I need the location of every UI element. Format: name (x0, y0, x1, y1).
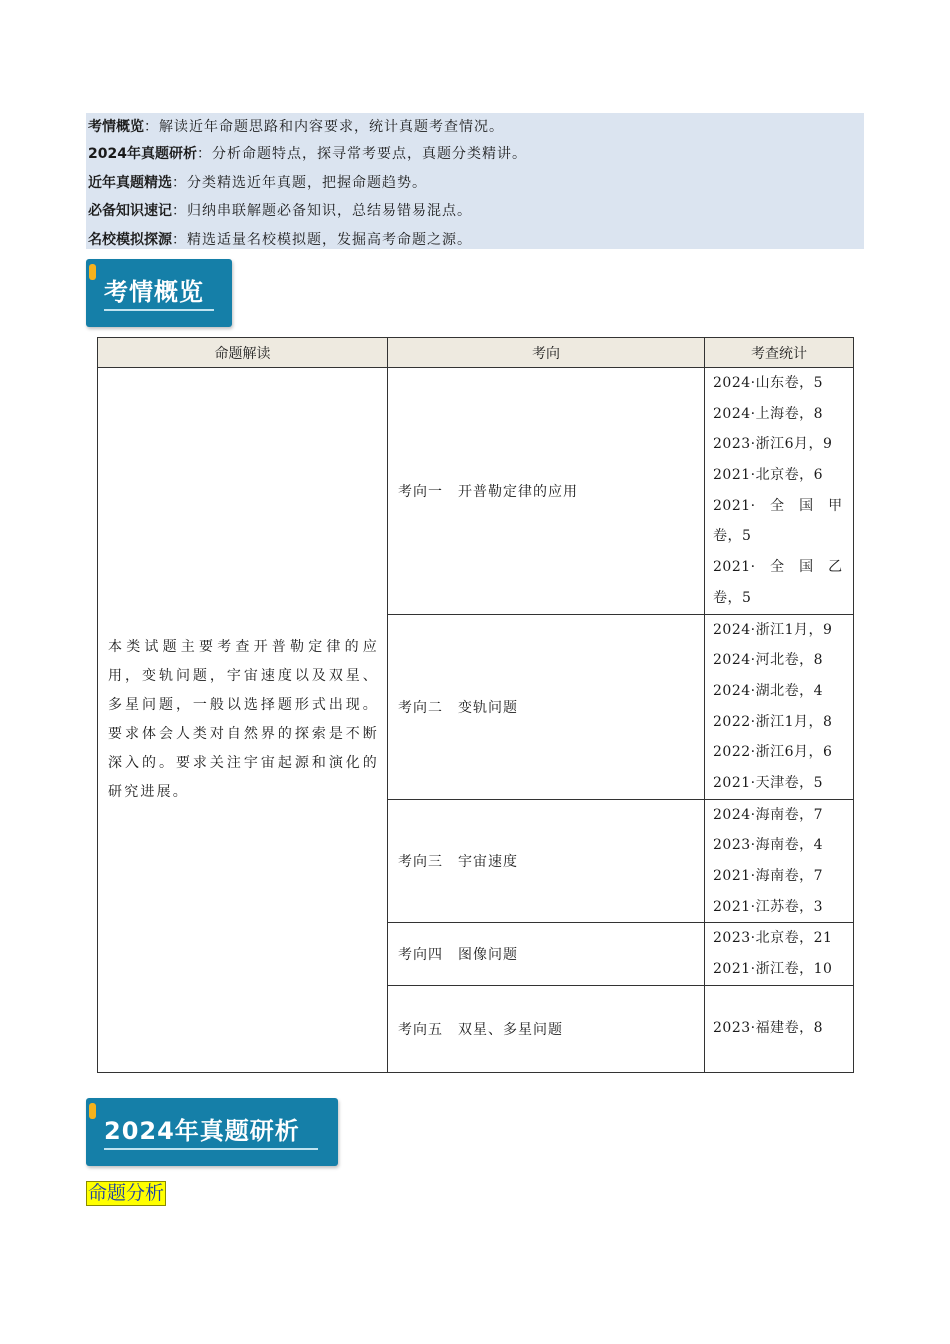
stat-item: 2021·天津卷，5 (713, 774, 823, 791)
intro-text: ：归纳串联解题必备知识，总结易错易混点。 (172, 203, 472, 219)
intro-text: ：解读近年命题思路和内容要求，统计真题考查情况。 (144, 119, 504, 135)
intro-key: 考情概览 (88, 119, 144, 135)
table-row (98, 368, 854, 615)
stat-item: 2021· 全 国 乙 (713, 559, 843, 576)
banner-title: 2024年真题研析 (104, 1117, 300, 1145)
stat-item: 2023·福建卷，8 (713, 1020, 823, 1037)
intro-text: ：精选适量名校模拟题，发掘高考命题之源。 (172, 232, 472, 248)
section-banner-2024-analysis (86, 1098, 338, 1166)
stat-item: 2021· 全 国 甲 (713, 497, 843, 514)
stat-item: 2024·山东卷，5 (713, 375, 823, 391)
statistics-cell (705, 923, 854, 985)
banner-underline (104, 1148, 318, 1150)
interpretation-cell: 本类试题主要考查开普勒定律的应用，变轨问题，宇宙速度以及双星、多星问题，一般以选择题形式出现。要求体会人类对自然界的探索是不断深入的。要求关注宇宙起源和演化的研究进展。 (98, 368, 388, 1073)
intro-key: 近年真题精选 (88, 175, 172, 191)
stat-item: 2024·海南卷，7 (713, 806, 823, 823)
banner-title: 考情概览 (104, 278, 204, 306)
banner-underline (104, 309, 214, 311)
statistics-cell (705, 985, 854, 1072)
direction-cell: 考向二 变轨问题 (388, 614, 705, 799)
stat-item: 2023·浙江6月，9 (713, 436, 833, 453)
stat-item: 2022·浙江1月，8 (713, 713, 833, 730)
stat-item: 2024·浙江1月，9 (713, 621, 833, 638)
stat-item: 卷，5 (713, 528, 752, 545)
statistics-cell (705, 614, 854, 799)
stat-item: 2021·江苏卷，3 (713, 898, 823, 915)
direction-cell: 考向一 开普勒定律的应用 (388, 368, 705, 615)
direction-cell: 考向五 双星、多星问题 (388, 985, 705, 1072)
table-header-row (98, 338, 854, 368)
intro-line (88, 226, 472, 254)
header-interpretation: 命题解读 (98, 338, 388, 368)
intro-text: ：分析命题特点，探寻常考要点，真题分类精讲。 (196, 146, 527, 162)
intro-key: 名校模拟探源 (88, 232, 172, 248)
intro-line (88, 140, 527, 168)
stat-item: 2023·海南卷，4 (713, 837, 823, 854)
stat-item: 2021·北京卷，6 (713, 467, 823, 484)
banner-tab-accent (89, 264, 96, 280)
stat-item: 2023·北京卷，21 (713, 930, 833, 947)
banner-tab-accent (89, 1103, 96, 1119)
stat-item: 2024·湖北卷，4 (713, 682, 823, 699)
intro-line (88, 169, 427, 197)
section-banner-overview (86, 259, 232, 327)
stat-item: 卷，5 (713, 589, 752, 606)
stat-item: 2021·海南卷，7 (713, 868, 823, 884)
stat-item: 2022·浙江6月，6 (713, 744, 833, 761)
direction-cell: 考向三 宇宙速度 (388, 799, 705, 923)
intro-key: 2024年真题研析 (88, 146, 197, 162)
intro-line (88, 197, 472, 225)
header-direction: 考向 (388, 338, 705, 368)
direction-cell: 考向四 图像问题 (388, 923, 705, 985)
header-statistics: 考查统计 (705, 338, 854, 368)
stat-item: 2021·浙江卷，10 (713, 961, 833, 978)
statistics-cell (705, 799, 854, 923)
intro-panel (86, 113, 864, 249)
stat-item: 2024·上海卷，8 (713, 405, 823, 422)
stat-item: 2024·河北卷，8 (713, 652, 823, 669)
intro-text: ：分类精选近年真题，把握命题趋势。 (172, 175, 427, 191)
statistics-cell (705, 368, 854, 615)
section-label-highlight: 命题分析 (88, 1182, 165, 1204)
intro-line (88, 113, 504, 141)
intro-key: 必备知识速记 (88, 203, 172, 219)
exam-overview-table (97, 337, 854, 1073)
